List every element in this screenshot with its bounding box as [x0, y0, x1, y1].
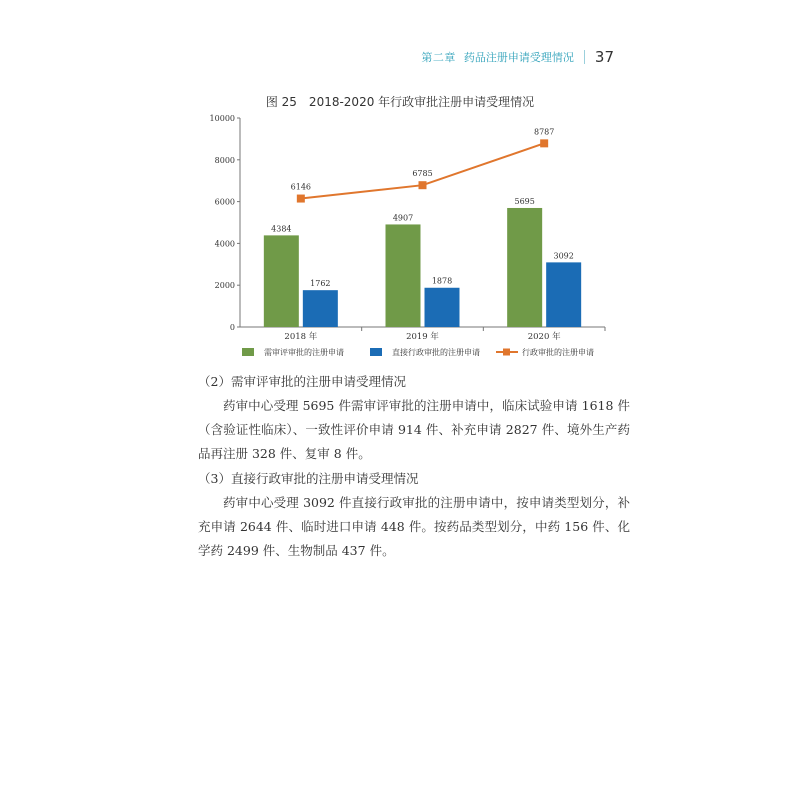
x-tick-label: 2020 年 — [527, 332, 561, 342]
bar — [303, 290, 338, 327]
x-tick-label: 2018 年 — [284, 332, 318, 342]
bar — [507, 208, 542, 327]
bar-data-label: 3092 — [553, 251, 574, 261]
bar — [425, 288, 460, 327]
y-tick-label: 6000 — [214, 197, 235, 207]
bar-data-label: 5695 — [514, 196, 535, 206]
bar-line-chart — [200, 108, 620, 368]
bar — [546, 262, 581, 327]
header-divider — [584, 50, 585, 64]
paragraph-direct-applications: 药审中心受理 3092 件直接行政审批的注册申请中，按申请类型划分，补充申请 2644 件、临时进口申请 448 件。按药品类型划分，中药 156 件、化学药 2499 件、生物制品 437 件。 — [198, 495, 630, 558]
bar — [264, 235, 299, 327]
section-heading-3: （3）直接行政审批的注册申请受理情况 — [198, 471, 419, 486]
y-tick-label: 0 — [229, 323, 235, 332]
line-data-label: 6785 — [412, 169, 433, 179]
bar — [386, 224, 421, 327]
paragraph-review-applications: 药审中心受理 5695 件需审评审批的注册申请中，临床试验申请 1618 件（含验证性临床）、一致性评价申请 914 件、补充申请 2827 件、境外生产药品再注册 328 件、复审 8 件。 — [198, 398, 630, 461]
legend-label: 行政审批的注册申请 — [522, 348, 594, 357]
line-point-marker — [297, 195, 305, 203]
bar-data-label: 1878 — [431, 276, 453, 286]
bar-data-label: 4907 — [392, 213, 414, 223]
line-data-label: 6146 — [290, 182, 312, 192]
figure-caption: 图 25 2018-2020 年行政审批注册申请受理情况 — [265, 95, 535, 109]
line-point-marker — [540, 139, 548, 147]
page-number: 37 — [594, 48, 614, 66]
legend-swatch — [242, 348, 254, 356]
y-tick-label: 2000 — [214, 281, 235, 291]
legend-swatch-marker — [503, 349, 510, 356]
running-header — [421, 46, 614, 68]
bar-data-label: 1762 — [310, 279, 331, 289]
bar-data-label: 4384 — [271, 224, 292, 234]
y-tick-label: 8000 — [214, 155, 235, 165]
chapter-title: 药品注册申请受理情况 — [463, 51, 574, 64]
y-tick-label: 4000 — [214, 239, 235, 249]
line-point-marker — [419, 181, 427, 189]
y-tick-label: 10000 — [209, 114, 235, 123]
chapter-label: 第二章 — [421, 51, 456, 64]
section-heading-2: （2）需审评审批的注册申请受理情况 — [198, 374, 406, 389]
legend-swatch — [370, 348, 382, 356]
legend-label: 直接行政审批的注册申请 — [392, 348, 480, 357]
line-data-label: 8787 — [533, 127, 555, 137]
x-tick-label: 2019 年 — [406, 332, 439, 342]
legend-label: 需审评审批的注册申请 — [264, 348, 344, 357]
